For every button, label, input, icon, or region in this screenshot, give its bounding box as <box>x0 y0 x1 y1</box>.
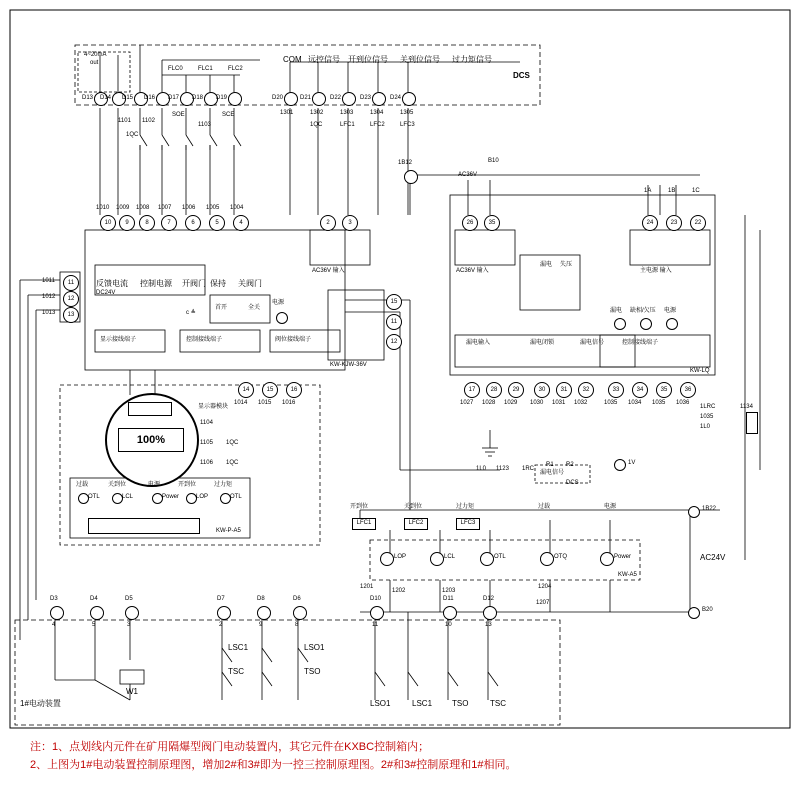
indicator-lamp-otq <box>540 552 554 566</box>
indicator-tag-power: Power <box>614 554 632 560</box>
terminal-d24[interactable] <box>402 92 416 106</box>
extra-1134: 1134 <box>740 404 753 410</box>
terminal-d6[interactable] <box>293 606 307 620</box>
terminal-7[interactable]: 7 <box>161 215 177 231</box>
terminal-6[interactable]: 6 <box>185 215 201 231</box>
meter-buttons[interactable] <box>128 402 172 416</box>
note-2: 2、上图为1#电动装置控制原理图，增加2#和3#即为一控三控制原理图。2#和3#控制原理和1#相同。 <box>30 759 517 771</box>
terminal-label-d17: D17 <box>168 95 180 101</box>
wire-1031: 1031 <box>552 400 566 406</box>
terminal-5[interactable]: 5 <box>209 215 225 231</box>
label-remote-signal: 远控信号 <box>308 55 340 64</box>
contact-flc0: FLC0 <box>168 66 183 72</box>
lamp-label-overload: 过载 <box>76 482 89 488</box>
power-lamp-left <box>276 312 288 324</box>
indicator-wire-1203: 1203 <box>442 588 456 594</box>
wire-1016: 1016 <box>282 400 296 406</box>
terminal-1b12[interactable] <box>404 170 418 184</box>
wire-1104: 1104 <box>200 420 213 426</box>
terminal-14[interactable]: 14 <box>238 382 254 398</box>
wire-1035b: 1035 <box>652 400 666 406</box>
lamp-tag-lcl: LCL <box>122 494 134 500</box>
terminal-30[interactable]: 30 <box>534 382 550 398</box>
lamp-label-power-right: 电源 <box>664 308 677 314</box>
caption-feedback-current: 反馈电流 <box>96 279 128 288</box>
wire-1101: 1101 <box>118 118 131 124</box>
bottom-label-d12: D12 <box>483 596 495 602</box>
bottom-num-10: 10 <box>445 622 452 628</box>
terminal-35-mid[interactable]: 35 <box>484 215 500 231</box>
label-dcs-top: DCS <box>513 71 530 80</box>
wire-1303: 1303 <box>340 110 354 116</box>
notes-block <box>30 738 770 774</box>
terminal-d20[interactable] <box>284 92 298 106</box>
terminal-label-d21: D21 <box>300 95 312 101</box>
lamp-label-phase: 缺相/欠压 <box>630 308 656 314</box>
terminal-d5[interactable] <box>125 606 139 620</box>
label-leak-input: 漏电输入 <box>466 340 491 346</box>
bottom-switch-tso: TSO <box>452 699 469 708</box>
indicator-wire-1201: 1201 <box>360 584 374 590</box>
bottom-num-11: 11 <box>372 622 379 628</box>
terminal-d22[interactable] <box>342 92 356 106</box>
switch-tso: TSO <box>304 667 321 676</box>
label-display-terminals: 显示接线端子 <box>100 337 137 343</box>
terminal-23[interactable]: 23 <box>666 215 682 231</box>
lamp-label-closed: 关到位 <box>108 482 127 488</box>
indicator-tag-otq: OTQ <box>554 554 567 560</box>
terminal-4[interactable]: 4 <box>233 215 249 231</box>
bottom-label-d4: D4 <box>90 596 98 602</box>
tag-1rc: 1RC <box>522 466 535 472</box>
wire-1005: 1005 <box>206 205 220 211</box>
terminal-31[interactable]: 31 <box>556 382 572 398</box>
caption-control-power: 控制电源 <box>140 279 172 288</box>
terminal-2[interactable]: 2 <box>320 215 336 231</box>
lamp-label-leak: 漏电 <box>610 308 623 314</box>
terminal-13[interactable]: 13 <box>63 307 79 323</box>
module-kw-lq: KW-LQ <box>690 368 710 374</box>
label-b20: B20 <box>702 607 713 613</box>
terminal-d3[interactable] <box>50 606 64 620</box>
terminal-11[interactable]: 11 <box>63 275 79 291</box>
terminal-35[interactable]: 35 <box>656 382 672 398</box>
wire-1009: 1009 <box>116 205 130 211</box>
terminal-d12[interactable] <box>483 606 497 620</box>
wire-1006: 1006 <box>182 205 196 211</box>
bottom-label-d6: D6 <box>293 596 301 602</box>
chip-lfc3: LFC3 <box>456 518 480 530</box>
bottom-label-d5: D5 <box>125 596 133 602</box>
indicator-lamp-lcl <box>430 552 444 566</box>
motor-label: W1 <box>126 687 138 696</box>
bottom-num-13: 13 <box>485 622 492 628</box>
terminal-label-d24: D24 <box>390 95 402 101</box>
terminal-11-mid[interactable]: 11 <box>386 314 402 330</box>
label-control-terminals-right: 控制接线端子 <box>622 340 659 346</box>
label-open-signal: 开到位信号 <box>348 55 388 64</box>
terminal-34[interactable]: 34 <box>632 382 648 398</box>
meter-lcd: 100% <box>118 428 184 452</box>
bottom-switch-lsc1: LSC1 <box>412 699 433 708</box>
label-1b12: 1B12 <box>398 160 413 166</box>
terminal-label-d22: D22 <box>330 95 342 101</box>
extra-1l0: 1L0 <box>700 424 711 430</box>
wire-1030: 1030 <box>530 400 544 406</box>
label-ac24v: AC24V <box>700 553 726 562</box>
wire-1011: 1011 <box>42 278 55 284</box>
label-1b22: 1B22 <box>702 506 717 512</box>
label-leak: 漏电 <box>540 262 553 268</box>
module-kw-p-a5: KW-P-A5 <box>216 528 241 534</box>
terminal-d4[interactable] <box>90 606 104 620</box>
header-open-position: 开到位 <box>350 504 369 510</box>
terminal-33[interactable]: 33 <box>608 382 624 398</box>
extra-1lrc: 1LRC <box>700 404 716 410</box>
terminal-d10[interactable] <box>370 606 384 620</box>
wire-1036: 1036 <box>676 400 690 406</box>
terminal-24[interactable]: 24 <box>642 215 658 231</box>
label-torque-signal: 过力矩信号 <box>452 55 492 64</box>
label-ac36v: AC36V <box>458 172 478 178</box>
terminal-10[interactable]: 10 <box>100 215 116 231</box>
terminal-15-mid[interactable]: 15 <box>386 294 402 310</box>
wire-1010: 1010 <box>96 205 110 211</box>
label-close-signal: 关到位信号 <box>400 55 440 64</box>
wire-1102: 1102 <box>142 118 155 124</box>
lamp-tag-power: Power <box>162 494 180 500</box>
label-b10: B10 <box>488 158 499 164</box>
qc-tag-2: 1QC <box>226 460 239 466</box>
wire-1305: 1305 <box>400 110 414 116</box>
enclosure-label: 1#电动装置 <box>20 699 61 708</box>
relay-lfc2: LFC2 <box>370 122 385 128</box>
header-overload: 过载 <box>538 504 551 510</box>
caption-hold: 保持 <box>210 279 226 288</box>
tag-1b: 1B <box>668 188 676 194</box>
terminal-1v[interactable] <box>614 459 626 471</box>
lamp-tag-otl2: OTL <box>230 494 242 500</box>
label-com: COM <box>283 55 302 64</box>
bottom-num-5: 5 <box>92 622 96 628</box>
wire-1013: 1013 <box>42 310 56 316</box>
lamp-tag-lop: LOP <box>196 494 209 500</box>
contact-flc1: FLC1 <box>198 66 213 72</box>
lamp-leak <box>614 318 626 330</box>
relay-1qc: 1QC <box>310 122 323 128</box>
wire-1015: 1015 <box>258 400 272 406</box>
terminal-label-d23: D23 <box>360 95 372 101</box>
terminal-12[interactable]: 12 <box>63 291 79 307</box>
label-leak-signal: 漏电信号 <box>580 340 605 346</box>
terminal-15[interactable]: 15 <box>262 382 278 398</box>
label-out: out <box>90 60 99 66</box>
label-undervoltage: 失压 <box>560 262 573 268</box>
tag-1123: 1123 <box>496 466 509 472</box>
wire-1301: 1301 <box>280 110 294 116</box>
terminal-d11[interactable] <box>443 606 457 620</box>
label-power: 电源 <box>272 300 285 306</box>
terminal-b20[interactable] <box>688 607 700 619</box>
terminal-label-d13: D13 <box>82 95 94 101</box>
terminal-label-d14: D14 <box>100 95 112 101</box>
indicator-tag-otl: OTL <box>494 554 506 560</box>
switch-lsc1: LSC1 <box>228 643 249 652</box>
wire-1304: 1304 <box>370 110 384 116</box>
header-close-position: 关到位 <box>404 504 423 510</box>
indicator-module: KW-A5 <box>618 572 637 578</box>
wire-1012: 1012 <box>42 294 56 300</box>
module-row-full-close: 全关 <box>248 305 261 311</box>
lamp-label-opened: 开到位 <box>178 482 197 488</box>
terminal-28[interactable]: 28 <box>486 382 502 398</box>
terminal-1b22[interactable] <box>688 506 700 518</box>
resistor-right <box>746 412 758 434</box>
terminal-label-d20: D20 <box>272 95 284 101</box>
terminal-32[interactable]: 32 <box>578 382 594 398</box>
wire-1032: 1032 <box>574 400 588 406</box>
label-leak-lock: 漏电闭锁 <box>530 340 555 346</box>
bottom-switch-lso1: LSO1 <box>370 699 391 708</box>
indicator-wire-1202: 1202 <box>392 588 406 594</box>
terminal-3[interactable]: 3 <box>342 215 358 231</box>
terminal-label-d15: D15 <box>122 95 134 101</box>
label-ac36v-input2: AC36V 输入 <box>456 268 489 274</box>
bottom-num-9: 9 <box>259 622 263 628</box>
header-over-torque: 过力矩 <box>456 504 475 510</box>
tag-1c: 1C <box>692 188 700 194</box>
tag-r1: R1 <box>546 462 554 468</box>
bottom-num-3: 3 <box>127 622 131 628</box>
chip-lfc2: LFC2 <box>404 518 428 530</box>
terminal-36[interactable]: 36 <box>680 382 696 398</box>
terminal-29[interactable]: 29 <box>508 382 524 398</box>
label-main-power-input: 主电源 输入 <box>640 268 672 274</box>
switch-lso1: LSO1 <box>304 643 325 652</box>
bottom-label-d8: D8 <box>257 596 265 602</box>
wire-1302: 1302 <box>310 110 324 116</box>
bottom-label-d7: D7 <box>217 596 225 602</box>
lamp-phase-loss <box>640 318 652 330</box>
terminal-16[interactable]: 16 <box>286 382 302 398</box>
label-1v: 1V <box>628 460 636 466</box>
wire-1106: 1106 <box>200 460 213 466</box>
label-ac36v-input: AC36V 输入 <box>312 268 345 274</box>
tag-1l0-low: 1L0 <box>476 466 487 472</box>
relay-lfc3: LFC3 <box>400 122 415 128</box>
caption-close-valve: 关阀门 <box>238 279 262 288</box>
terminal-d21[interactable] <box>312 92 326 106</box>
wire-1014: 1014 <box>234 400 248 406</box>
indicator-lamp-otl <box>480 552 494 566</box>
bottom-label-d10: D10 <box>370 596 382 602</box>
bottom-label-d3: D3 <box>50 596 58 602</box>
wire-1027: 1027 <box>460 400 474 406</box>
label-control-terminals: 控制接线端子 <box>186 337 223 343</box>
label-leak-signal-dcs: 漏电信号 <box>540 470 565 476</box>
terminal-label-d16: D16 <box>144 95 156 101</box>
wire-1007: 1007 <box>158 205 172 211</box>
indicator-lamp-power <box>600 552 614 566</box>
bottom-label-d11: D11 <box>443 596 454 602</box>
caption-open-valve: 开阀门 <box>182 279 206 288</box>
relay-1qc-top: 1QC <box>126 132 139 138</box>
terminal-label-d19: D19 <box>216 95 228 101</box>
switch-tsc: TSC <box>228 667 244 676</box>
wire-1004: 1004 <box>230 205 244 211</box>
terminal-26[interactable]: 26 <box>462 215 478 231</box>
meter-caption: 显示器模块 <box>198 404 229 410</box>
wire-1028: 1028 <box>482 400 496 406</box>
wire-1029: 1029 <box>504 400 518 406</box>
indicator-wire-1207: 1207 <box>536 600 550 606</box>
label-dcs-lower: DCS <box>566 480 579 486</box>
extra-1035: 1035 <box>700 414 714 420</box>
bottom-num-2: 2 <box>219 622 223 628</box>
caption-dc24v: DC24V <box>96 290 116 296</box>
lamp-label-power: 电源 <box>148 482 161 488</box>
wire-1034: 1034 <box>628 400 642 406</box>
terminal-9[interactable]: 9 <box>119 215 135 231</box>
wire-1008: 1008 <box>136 205 150 211</box>
bottom-num-8: 8 <box>295 622 299 628</box>
header-power: 电源 <box>604 504 617 510</box>
switch-sce: SCE <box>222 112 235 118</box>
bottom-num-4: 4 <box>52 622 56 628</box>
terminal-22[interactable]: 22 <box>690 215 706 231</box>
terminal-d7[interactable] <box>217 606 231 620</box>
tag-1a: 1A <box>644 188 652 194</box>
indicator-lamp-lop <box>380 552 394 566</box>
lamp-tag-otl1: OTL <box>88 494 100 500</box>
terminal-12-mid[interactable]: 12 <box>386 334 402 350</box>
indicator-tag-lop: LOP <box>394 554 407 560</box>
module-kw-kjw-36v: KW-KJW-36V <box>330 362 367 368</box>
terminal-d8[interactable] <box>257 606 271 620</box>
wire-1105: 1105 <box>200 440 213 446</box>
terminal-d19[interactable] <box>228 92 242 106</box>
lamp-power-right <box>666 318 678 330</box>
qc-tag-1: 1QC <box>226 440 239 446</box>
terminal-17[interactable]: 17 <box>464 382 480 398</box>
bottom-switch-tsc: TSC <box>490 699 506 708</box>
lamp-label-torque: 过力矩 <box>214 482 233 488</box>
terminal-d23[interactable] <box>372 92 386 106</box>
relay-lfc1: LFC1 <box>340 122 355 128</box>
label-position-terminals: 阀位接线端子 <box>275 337 312 343</box>
switch-soe: SOE <box>172 112 185 118</box>
label-4-20ma: 4~20mA <box>84 52 107 58</box>
module-row-first-open: 首开 <box>215 305 228 311</box>
note-1: 注：1、点划线内元件在矿用隔爆型阀门电动装置内，其它元件在KXBC控制箱内； <box>30 741 430 753</box>
tag-r2: R2 <box>566 462 574 468</box>
terminal-8[interactable]: 8 <box>139 215 155 231</box>
wire-1035a: 1035 <box>604 400 618 406</box>
kw-p-a5-terminal-strip[interactable] <box>88 518 200 534</box>
label-ce: c ≜ <box>186 310 196 316</box>
indicator-tag-lcl: LCL <box>444 554 456 560</box>
contact-flc2: FLC2 <box>228 66 243 72</box>
terminal-label-d18: D18 <box>192 95 204 101</box>
chip-lfc1: LFC1 <box>352 518 376 530</box>
wire-1103: 1103 <box>198 122 211 128</box>
indicator-wire-1204: 1204 <box>538 584 552 590</box>
